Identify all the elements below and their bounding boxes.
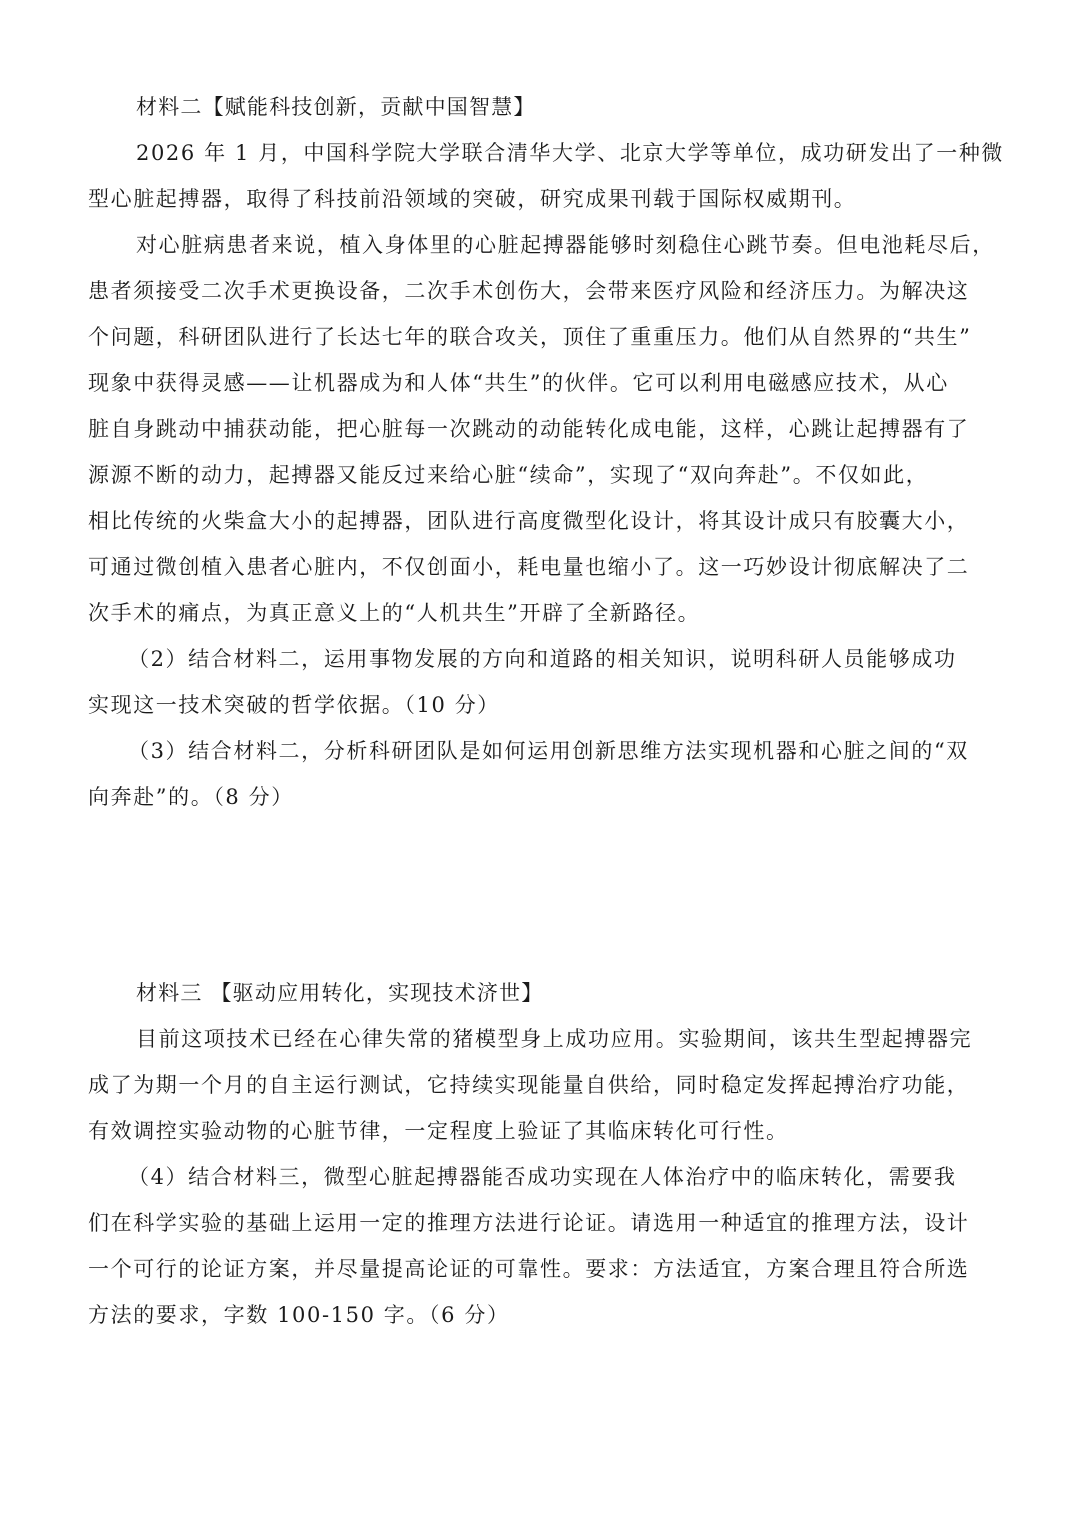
material-three-heading: 材料三 【驱动应用转化，实现技术济世】 bbox=[136, 981, 544, 1005]
text-line: 源源不断的动力，起搏器又能反过来给心脏“续命”，实现了“双向奔赴”。不仅如此， bbox=[88, 463, 929, 487]
text-line: 有效调控实验动物的心脏节律，一定程度上验证了其临床转化可行性。 bbox=[88, 1119, 789, 1143]
material-two-section bbox=[88, 84, 1005, 820]
text-line: 一个可行的论证方案，并尽量提高论证的可靠性。要求：方法适宜，方案合理且符合所选 bbox=[88, 1257, 970, 1281]
exam-page bbox=[88, 84, 1005, 1338]
question-2 bbox=[88, 636, 1000, 728]
material-three-paragraph-1 bbox=[88, 1016, 1000, 1154]
text-line: 患者须接受二次手术更换设备，二次手术创伤大，会带来医疗风险和经济压力。为解决这 bbox=[88, 279, 970, 303]
text-line: 2026 年 1 月，中国科学院大学联合清华大学、北京大学等单位，成功研发出了一种微 bbox=[136, 141, 1005, 165]
text-line: 实现这一技术突破的哲学依据。（10 分） bbox=[88, 693, 500, 717]
text-line: 目前这项技术已经在心律失常的猪模型身上成功应用。实验期间，该共生型起搏器完 bbox=[136, 1027, 973, 1051]
text-line: 成了为期一个月的自主运行测试，它持续实现能量自供给，同时稳定发挥起搏治疗功能， bbox=[88, 1073, 970, 1097]
text-line: 个问题，科研团队进行了长达七年的联合攻关，顶住了重重压力。他们从自然界的“共生” bbox=[88, 325, 972, 349]
material-two-paragraph-2 bbox=[88, 222, 1000, 636]
text-line: 对心脏病患者来说，植入身体里的心脏起搏器能够时刻稳住心跳节奏。但电池耗尽后， bbox=[136, 233, 995, 257]
text-line: 方法的要求，字数 100-150 字。（6 分） bbox=[88, 1303, 510, 1327]
text-line: 次手术的痛点，为真正意义上的“人机共生”开辟了全新路径。 bbox=[88, 601, 701, 625]
material-three-section bbox=[88, 970, 1000, 1338]
text-line: 向奔赴”的。（8 分） bbox=[88, 785, 294, 809]
text-line: 现象中获得灵感——让机器成为和人体“共生”的伙伴。它可以利用电磁感应技术，从心 bbox=[88, 371, 949, 395]
material-two-paragraph-1 bbox=[88, 130, 1005, 222]
text-line: 可通过微创植入患者心脏内，不仅创面小，耗电量也缩小了。这一巧妙设计彻底解决了二 bbox=[88, 555, 970, 579]
text-line: 相比传统的火柴盒大小的起搏器，团队进行高度微型化设计，将其设计成只有胶囊大小， bbox=[88, 509, 970, 533]
question-3 bbox=[88, 728, 1000, 820]
text-line: 脏自身跳动中捕获动能，把心脏每一次跳动的动能转化成电能，这样，心跳让起搏器有了 bbox=[88, 417, 970, 441]
answer-space bbox=[88, 820, 1000, 970]
text-line: 们在科学实验的基础上运用一定的推理方法进行论证。请选用一种适宜的推理方法，设计 bbox=[88, 1211, 970, 1235]
text-line: （4）结合材料三，微型心脏起搏器能否成功实现在人体治疗中的临床转化，需要我 bbox=[128, 1165, 957, 1189]
text-line: 型心脏起搏器，取得了科技前沿领域的突破，研究成果刊载于国际权威期刊。 bbox=[88, 187, 857, 211]
text-line: （3）结合材料二，分析科研团队是如何运用创新思维方法实现机器和心脏之间的“双 bbox=[128, 739, 969, 763]
text-line: （2）结合材料二，运用事物发展的方向和道路的相关知识，说明科研人员能够成功 bbox=[128, 647, 957, 671]
material-two-heading: 材料二【赋能科技创新，贡献中国智慧】 bbox=[136, 95, 536, 119]
question-4 bbox=[88, 1154, 1000, 1338]
